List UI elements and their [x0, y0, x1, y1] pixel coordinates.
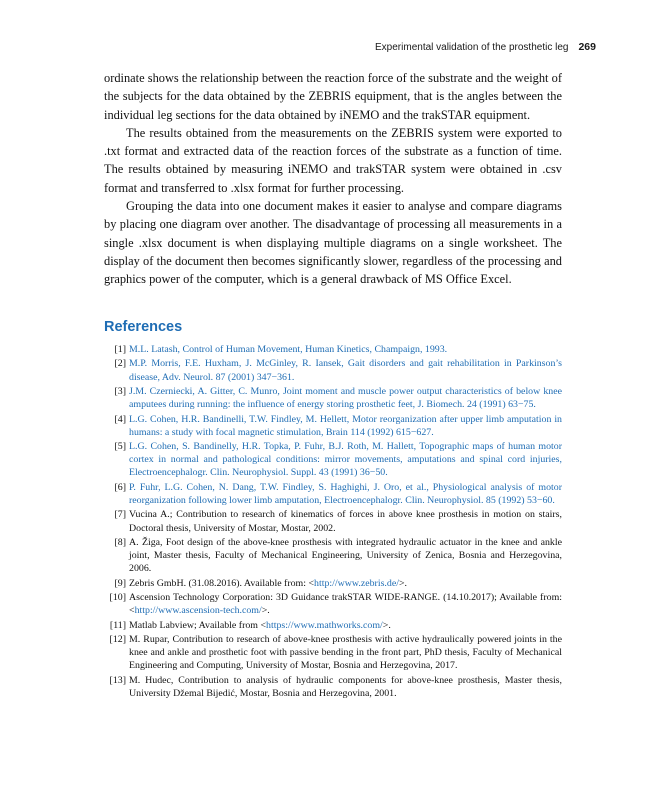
reference-text: M.P. Morris, F.E. Huxham, J. McGinley, R. Iansek, Gait disorders and gait rehabilitation in Parkinson’s disease, Adv. Neurol. 87 (2001) 347−361.: [129, 358, 562, 383]
reference-link[interactable]: http://www.ascension-tech.com/: [134, 605, 262, 617]
reference-number: [13]: [109, 674, 126, 686]
reference-text: M. Hudec, Contribution to analysis of hydraulic components for above-knee prosthesis, Master thesis, University Džemal Bijedić, Mostar, Bosnia and Herzegovina, 2001.: [129, 674, 562, 700]
reference-text: P. Fuhr, L.G. Cohen, N. Dang, T.W. Findley, S. Haghighi, J. Oro, et al., Physiological analysis of motor reorganization following lower limb amputation, Electroencephalogr. Clin. Neurophysiol. 85 (1992) 53−60.: [129, 481, 562, 506]
reference-text-suffix: >.: [382, 619, 391, 631]
reference-number: [6]: [114, 481, 126, 493]
reference-text: L.G. Cohen, H.R. Bandinelli, T.W. Findley, M. Hellett, Motor reorganization after upper limb amputation in humans: a study with focal magnetic stimulation, Brain 114 (1992) 615−627.: [129, 413, 562, 438]
running-head: [375, 41, 596, 53]
reference-text: M. Rupar, Contribution to research of above-knee prosthesis with active hydraulically powered joints in the knee and ankle and prosthetic foot with passive bending in the front part, PhD thesis, Faculty of Mechanical Engineering and Computing, University of Mostar, Bosnia and Herzegovina, 2017.: [129, 634, 562, 672]
reference-link[interactable]: https://www.mathworks.com/: [266, 619, 383, 631]
reference-number: [10]: [109, 592, 126, 604]
reference-text-suffix: >.: [398, 577, 408, 589]
reference-item[interactable]: [104, 481, 562, 507]
reference-item: [104, 577, 562, 590]
reference-number: [12]: [109, 634, 126, 646]
references-heading: References: [104, 319, 183, 335]
reference-item[interactable]: [104, 413, 562, 439]
paragraph: Grouping the data into one document makes it easier to analyse and compare diagrams by placing one diagram over another. The disadvantage of processing all measurements in a single .xlsx document is when displaying multiple diagrams on a single worksheet. The display of the document then becomes significantly slower, regardless of the processing and graphics power of the computer, which is a general drawback of MS Office Excel.: [104, 199, 562, 287]
reference-number: [9]: [114, 577, 126, 589]
reference-item: [104, 536, 562, 575]
reference-text: A. Žiga, Foot design of the above-knee prosthesis with integrated hydraulic actuator in the knee and ankle joint, Master thesis, Faculty of Mechanical Engineering, University of Zenica, Bosnia and Herzegovina, 2006.: [129, 537, 562, 575]
reference-number: [7]: [114, 509, 126, 521]
reference-item: [104, 674, 562, 700]
reference-item: [104, 619, 562, 632]
reference-number: [2]: [114, 358, 126, 370]
reference-item[interactable]: [104, 385, 562, 411]
reference-text: J.M. Czerniecki, A. Gitter, C. Munro, Joint moment and muscle power output characteristics of below knee amputees during running: the influence of energy storing prosthetic feet, J. Biomech. 24 (1991) 63−75.: [129, 386, 562, 411]
reference-item: [104, 591, 562, 617]
paragraph: The results obtained from the measurements on the ZEBRIS system were exported to .txt format and extracted data of the reaction forces of the substrate as a function of time. The results obtained by measuring iNEMO and trakSTAR system were obtained in .csv format and transferred to .xlsx format for further processing.: [104, 125, 562, 195]
reference-text: Vucina A.; Contribution to research of kinematics of forces in above knee prosthesis in motion on stairs, Doctoral thesis, University of Mostar, Mostar, 2002.: [129, 509, 562, 534]
reference-list: [104, 343, 562, 702]
reference-number: [5]: [114, 441, 126, 453]
running-title: Experimental validation of the prosthetic leg: [375, 42, 569, 53]
reference-text-suffix: >.: [261, 605, 270, 617]
reference-text-prefix: Zebris GmbH. (31.08.2016). Available from: <: [129, 577, 315, 589]
page-number: 269: [578, 41, 596, 53]
reference-text: L.G. Cohen, S. Bandinelly, H.R. Topka, P. Fuhr, B.J. Roth, M. Hallett, Topographic maps of human motor cortex in normal and pathological conditions: mirror movements, amputations and spinal cord injuries, Electroencephalogr. Clin. Neurophysiol. Suppl. 43 (1991) 36−50.: [129, 441, 562, 479]
reference-number: [11]: [109, 619, 126, 631]
reference-item: [104, 633, 562, 672]
body-text: [104, 69, 562, 289]
reference-text: M.L. Latash, Control of Human Movement, Human Kinetics, Champaign, 1993.: [129, 344, 448, 355]
reference-item[interactable]: [104, 440, 562, 479]
paragraph: ordinate shows the relationship between the reaction force of the substrate and the weight of the subjects for the data obtained by the ZEBRIS equipment, that is the angles between the individual leg sections for the data obtained by iNEMO and the trakSTAR equipment.: [104, 71, 562, 122]
reference-item[interactable]: [104, 343, 562, 356]
reference-text-prefix: Matlab Labview; Available from <: [129, 619, 267, 631]
reference-number: [3]: [114, 386, 126, 398]
reference-item: [104, 508, 562, 534]
reference-text-prefix: Ascension Technology Corporation: 3D Guidance trakSTAR WIDE-RANGE. (14.10.2017); Available from: <: [129, 592, 562, 617]
reference-link[interactable]: http://www.zebris.de/: [314, 577, 399, 589]
reference-item[interactable]: [104, 357, 562, 383]
reference-number: [1]: [114, 344, 126, 355]
reference-number: [8]: [114, 537, 126, 549]
reference-number: [4]: [114, 413, 126, 425]
